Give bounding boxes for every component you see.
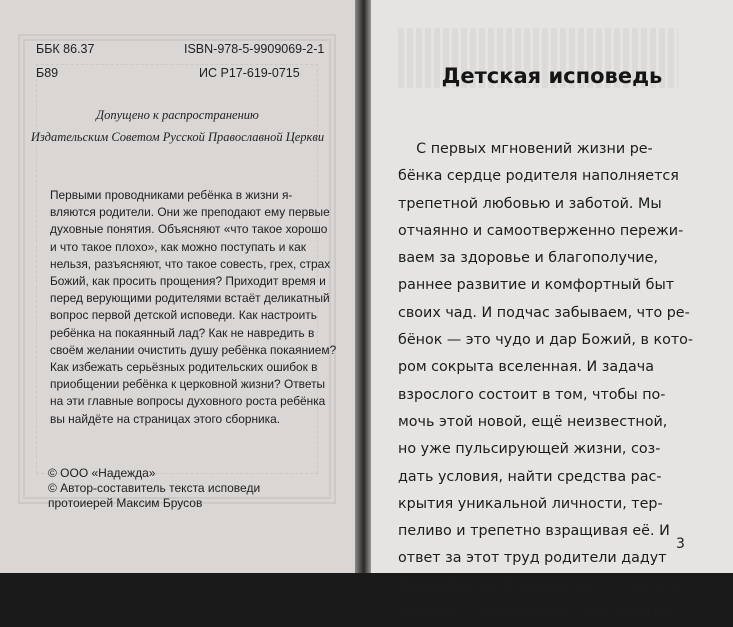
body-line: крытия уникальной личности, тер- bbox=[398, 495, 663, 512]
body-text bbox=[398, 136, 698, 627]
book-gutter bbox=[355, 0, 371, 573]
annotation-line: вопрос первой детской исповеди. Как настроить bbox=[50, 308, 317, 323]
annotation-text bbox=[50, 187, 337, 428]
copyright-line: © ООО «Надежда» bbox=[48, 466, 156, 480]
annotation-line: и что такое плохо», как можно поступать и как bbox=[50, 239, 306, 254]
annotation-line: духовные понятия. Объясняют «что такое хорошо bbox=[50, 222, 328, 237]
copyright-line: протоиерей Максим Брусов bbox=[48, 496, 203, 510]
copyright-line: © Автор-составитель текста исповеди bbox=[48, 481, 261, 495]
annotation-line: вы найдёте на страницах этого сборника. bbox=[50, 411, 281, 426]
approval-line-1: Допущено к распространению bbox=[96, 108, 259, 122]
annotation-line: своём желании очистить душу ребёнка покаянием? bbox=[50, 342, 337, 357]
body-line: своих чад. И подчас забываем, что ре- bbox=[398, 304, 690, 321]
body-line: бёнка сердце родителя наполняется bbox=[398, 168, 679, 185]
annotation-line: Божий, как просить прощения? Приходит время и bbox=[50, 274, 326, 289]
annotation-line: нельзя, разъясняют, что такое совесть, грех, страх bbox=[50, 256, 331, 271]
body-line: мочь этой новой, ещё неизвестной, bbox=[398, 413, 668, 430]
annotation-line: Первыми проводниками ребёнка в жизни я- bbox=[50, 188, 293, 202]
b-code: Б89 bbox=[36, 66, 59, 80]
body-line: раннее развитие и комфортный быт bbox=[398, 277, 675, 294]
page-number: 3 bbox=[676, 536, 685, 552]
bbk-code: ББК 86.37 bbox=[36, 42, 95, 56]
body-line: ответ за этот труд родители дадут bbox=[398, 550, 667, 567]
annotation-line: ребёнка на покаянный лад? Как не навредить в bbox=[50, 325, 315, 340]
body-line: но уже пульсирующей жизни, соз- bbox=[398, 441, 661, 458]
approval-line-2: Издательским Советом Русской Православной Церкви bbox=[30, 130, 325, 144]
body-line: С первых мгновений жизни ре- bbox=[398, 141, 653, 157]
annotation-line: перед верующими родителями встаёт деликатный bbox=[50, 291, 330, 306]
isbn: ISBN-978-5-9909069-2-1 bbox=[184, 42, 325, 56]
chapter-title: Детская исповедь bbox=[441, 64, 663, 88]
body-line: матери — чем напоили, чем напита- bbox=[398, 605, 674, 622]
body-line: перед Богом. Спросится и с отца, и с bbox=[398, 577, 680, 594]
body-line: трепетной любовью и заботой. Мы bbox=[398, 195, 662, 212]
body-line: ваем за здоровье и благополучие, bbox=[398, 250, 659, 267]
body-line: бёнок — это чудо и дар Божий, в кото- bbox=[398, 332, 694, 349]
body-line: пеливо и трепетно взращивая её. И bbox=[398, 523, 670, 540]
annotation-line: Как избежать серьёзных родительских ошибок в bbox=[50, 360, 318, 375]
annotation-line: приобщении ребёнка к церковной жизни? Ответы bbox=[50, 377, 326, 392]
annotation-line: вляются родители. Они же преподают ему первые bbox=[50, 205, 330, 220]
body-line: взрослого состоит в том, чтобы по- bbox=[398, 386, 666, 403]
body-line: отчаянно и самоотверженно пережи- bbox=[398, 222, 684, 239]
copyright-block bbox=[48, 466, 260, 511]
body-line: дать условия, найти средства рас- bbox=[398, 468, 662, 485]
body-line: ром сокрыта вселенная. И задача bbox=[398, 359, 655, 376]
left-page bbox=[0, 0, 355, 573]
is-code: ИС Р17-619-0715 bbox=[199, 66, 300, 80]
annotation-line: на эти главные вопросы духовного роста ребёнка bbox=[50, 394, 326, 409]
